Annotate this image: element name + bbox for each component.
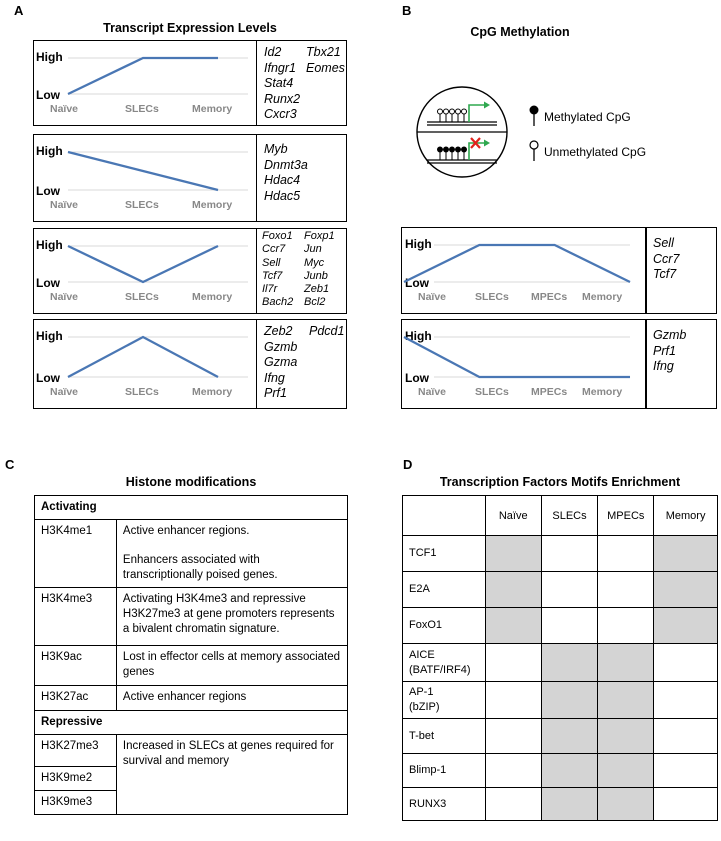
table-row <box>403 788 718 821</box>
repressive-header: Repressive <box>35 711 348 735</box>
tf-row-name: E2A <box>403 572 486 608</box>
gene-name: Junb <box>304 269 328 282</box>
a-low-label-3: Low <box>36 276 60 290</box>
panel-d-title: Transcription Factors Motifs Enrichment <box>439 475 681 489</box>
not-enriched-cell <box>485 719 541 754</box>
desc-h3k9ac: Lost in effector cells at memory associated genes <box>116 646 347 686</box>
a-x-label: SLECs <box>125 291 159 303</box>
table-row <box>403 608 718 644</box>
not-enriched-cell <box>598 536 654 572</box>
enriched-cell <box>541 788 598 821</box>
a-low-label-1: Low <box>36 88 60 102</box>
not-enriched-cell <box>654 682 718 719</box>
enriched-cell <box>541 682 598 719</box>
gene-name: Prf1 <box>653 343 676 358</box>
panel-c-letter: C <box>5 457 15 472</box>
tf-table <box>402 495 718 821</box>
gene-name: Foxp1 <box>304 230 335 242</box>
gene-name: Zeb1 <box>304 283 330 296</box>
b-x-label: MPECs <box>531 291 568 303</box>
mark-h3k9ac: H3K9ac <box>35 646 117 686</box>
gene-name: Gzma <box>264 355 298 369</box>
table-row <box>35 496 348 520</box>
enriched-cell <box>654 572 718 608</box>
gene-name: Ifngr1 <box>264 60 296 75</box>
gene-name: Hdac5 <box>264 188 301 203</box>
gene-name: Zeb2 <box>264 324 293 338</box>
desc-repressive: Increased in SLECs at genes required for survival and memory <box>116 735 347 815</box>
b-high-label-2: High <box>405 329 432 343</box>
a-low-label-4: Low <box>36 371 60 385</box>
b-x-label: Memory <box>582 386 623 398</box>
mark-h3k9me2: H3K9me2 <box>35 767 117 791</box>
enriched-cell <box>485 536 541 572</box>
table-row <box>403 644 718 682</box>
unmethylated-cpg-legend: Unmethylated CpG <box>544 145 647 159</box>
panel-b-title: CpG Methylation <box>470 25 570 39</box>
gene-name: Ifng <box>653 359 674 373</box>
mark-h3k9me3: H3K9me3 <box>35 791 117 815</box>
b-x-label: SLECs <box>475 291 509 303</box>
gene-name: Eomes <box>306 60 345 75</box>
tf-column-header: Naïve <box>485 496 541 536</box>
b-x-label: SLECs <box>475 386 509 398</box>
not-enriched-cell <box>485 682 541 719</box>
methylated-cpg-legend: Methylated CpG <box>544 110 631 124</box>
a-high-label-2: High <box>36 144 63 158</box>
table-row <box>403 754 718 788</box>
b-line-chart-2 <box>0 0 700 420</box>
enriched-cell <box>598 754 654 788</box>
not-enriched-cell <box>541 608 598 644</box>
b-x-label: Naïve <box>418 386 447 398</box>
panel-a-title: Transcript Expression Levels <box>103 21 277 35</box>
a-x-label: SLECs <box>125 103 159 115</box>
gene-name: Foxo1 <box>262 230 293 242</box>
tf-row-name: AICE (BATF/IRF4) <box>403 644 486 682</box>
gene-name: Tcf7 <box>653 267 677 281</box>
gene-name: Il7r <box>262 283 278 296</box>
tf-column-header: SLECs <box>541 496 598 536</box>
table-row <box>35 711 348 735</box>
table-row <box>35 588 348 646</box>
tf-row-name: TCF1 <box>403 536 486 572</box>
activating-header: Activating <box>35 496 348 520</box>
tf-column-header: MPECs <box>598 496 654 536</box>
not-enriched-cell <box>485 788 541 821</box>
enriched-cell <box>654 608 718 644</box>
tf-row-name: T-bet <box>403 719 486 754</box>
a-x-label: Naïve <box>50 199 79 211</box>
tf-row-name: FoxO1 <box>403 608 486 644</box>
gene-name: Myb <box>264 142 288 156</box>
not-enriched-cell <box>541 572 598 608</box>
gene-name: Dnmt3a <box>264 157 308 172</box>
enriched-cell <box>598 788 654 821</box>
b-low-label-2: Low <box>405 371 429 385</box>
a-x-label: SLECs <box>125 199 159 211</box>
table-row <box>403 572 718 608</box>
not-enriched-cell <box>654 644 718 682</box>
a-x-label: SLECs <box>125 386 159 398</box>
desc-h3k4me1-line1: Active enhancer regions. <box>122 525 250 537</box>
panel-b-letter: B <box>402 3 412 18</box>
table-row <box>35 735 348 767</box>
not-enriched-cell <box>541 536 598 572</box>
not-enriched-cell <box>598 572 654 608</box>
enriched-cell <box>598 719 654 754</box>
gene-name: Ifng <box>264 370 285 385</box>
b-x-label: Memory <box>582 291 623 303</box>
enriched-cell <box>485 572 541 608</box>
a-x-label: Naïve <box>50 291 79 303</box>
b-gene-list-2 <box>653 328 686 375</box>
gene-name: Sell <box>653 236 674 250</box>
enriched-cell <box>541 754 598 788</box>
gene-name: Stat4 <box>264 76 294 90</box>
a-x-label: Naïve <box>50 386 79 398</box>
panel-a-letter: A <box>14 3 24 18</box>
gene-name: Ccr7 <box>262 243 286 256</box>
table-row <box>35 686 348 711</box>
mark-h3k27ac: H3K27ac <box>35 686 117 711</box>
methylation-line <box>404 337 630 377</box>
gene-name: Bcl2 <box>304 296 326 309</box>
histone-table <box>34 495 348 815</box>
a-low-label-2: Low <box>36 184 60 198</box>
tf-header-row <box>403 496 718 536</box>
tf-column-header: Memory <box>654 496 718 536</box>
a-x-label: Memory <box>192 291 233 303</box>
table-row <box>35 646 348 686</box>
table-row <box>403 536 718 572</box>
b-x-label: MPECs <box>531 386 568 398</box>
b-high-label-1: High <box>405 237 432 251</box>
enriched-cell <box>485 608 541 644</box>
gene-name: Jun <box>304 243 322 256</box>
not-enriched-cell <box>654 788 718 821</box>
mark-h3k4me3: H3K4me3 <box>35 588 117 646</box>
a-high-label-1: High <box>36 50 63 64</box>
enriched-cell <box>598 682 654 719</box>
gene-name: Hdac4 <box>264 173 301 187</box>
a-high-label-3: High <box>36 238 63 252</box>
gene-name: Runx2 <box>264 91 301 106</box>
enriched-cell <box>541 719 598 754</box>
table-row <box>35 520 348 588</box>
gene-name: Sell <box>262 256 281 269</box>
tf-corner-cell <box>403 496 486 536</box>
gene-name: Id2 <box>264 45 282 59</box>
panel-c-title: Histone modifications <box>125 475 257 489</box>
gene-name: Tcf7 <box>262 269 283 282</box>
enriched-cell <box>541 644 598 682</box>
gene-name: Myc <box>304 256 325 269</box>
not-enriched-cell <box>485 644 541 682</box>
gene-name: Prf1 <box>264 386 287 400</box>
enriched-cell <box>598 644 654 682</box>
desc-h3k4me3: Activating H3K4me3 and repressive H3K27me3 at gene promoters represents a bivalent chromatin signature. <box>116 588 347 646</box>
gene-name: Pdcd1 <box>309 324 345 338</box>
not-enriched-cell <box>485 754 541 788</box>
not-enriched-cell <box>654 719 718 754</box>
not-enriched-cell <box>598 608 654 644</box>
gene-name: Gzmb <box>264 339 298 354</box>
mark-h3k4me1: H3K4me1 <box>35 520 117 588</box>
gene-name: Tbx21 <box>306 45 341 59</box>
desc-h3k4me1-line2: Enhancers associated with transcriptionally poised genes. <box>122 554 278 581</box>
a-x-label: Memory <box>192 386 233 398</box>
gene-name: Bach2 <box>262 296 294 309</box>
desc-h3k27ac: Active enhancer regions <box>116 686 347 711</box>
gene-name: Ccr7 <box>653 251 680 266</box>
a-x-label: Memory <box>192 103 233 115</box>
a-high-label-4: High <box>36 329 63 343</box>
gene-name: Cxcr3 <box>264 107 297 121</box>
panel-d-letter: D <box>403 457 413 472</box>
a-x-label: Naïve <box>50 103 79 115</box>
mark-h3k27me3: H3K27me3 <box>35 735 117 767</box>
enriched-cell <box>654 536 718 572</box>
table-row <box>403 719 718 754</box>
a-x-label: Memory <box>192 199 233 211</box>
tf-row-name: RUNX3 <box>403 788 486 821</box>
tf-row-name: Blimp-1 <box>403 754 486 788</box>
not-enriched-cell <box>654 754 718 788</box>
tf-row-name: AP-1 (bZIP) <box>403 682 486 719</box>
desc-h3k4me1 <box>116 520 347 588</box>
gene-name: Gzmb <box>653 328 687 342</box>
table-row <box>403 682 718 719</box>
b-low-label-1: Low <box>405 276 429 290</box>
b-x-label: Naïve <box>418 291 447 303</box>
